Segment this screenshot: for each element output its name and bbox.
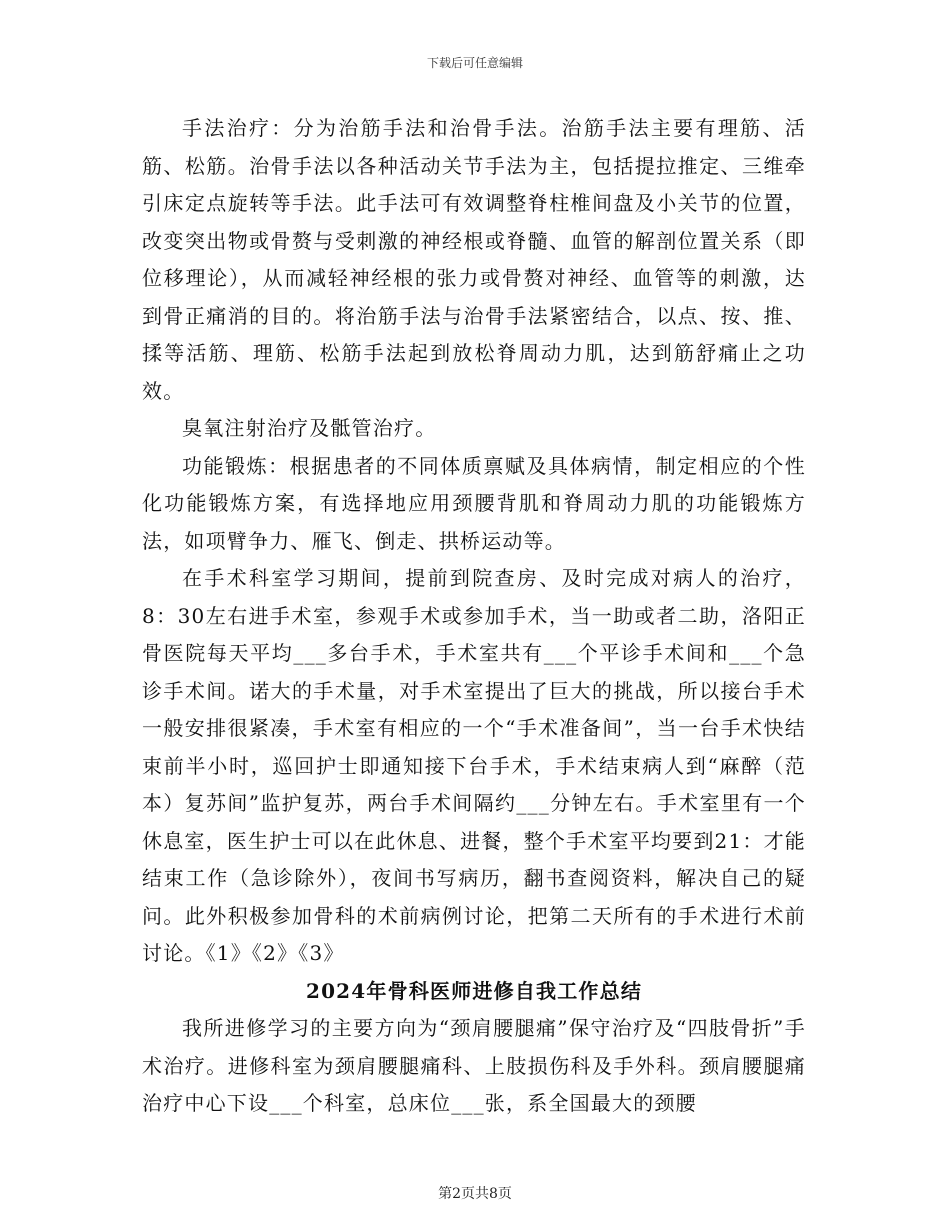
paragraph-study-direction: 我所进修学习的主要方向为“颈肩腰腿痛”保守治疗及“四肢骨折”手术治疗。进修科室为颈肩腰腿痛科、上肢损伤科及手外科。颈肩腰腿痛治疗中心下设___个科室，总床位___张，系全国最大的颈腰 <box>142 1016 806 1115</box>
document-body <box>142 110 806 1123</box>
paragraph-manual-therapy: 手法治疗：分为治筋手法和治骨手法。治筋手法主要有理筋、活筋、松筋。治骨手法以各种活动关节手法为主，包括提拉推定、三维牵引床定点旋转等手法。此手法可有效调整脊柱椎间盘及小关节的位置，改变突出物或骨赘与受刺激的神经根或脊髓、血管的解剖位置关系（即位移理论），从而减轻神经根的张力或骨赘对神经、血管等的刺激，达到骨正痛消的目的。将治筋手法与治骨手法紧密结合，以点、按、推、揉等活筋、理筋、松筋手法起到放松脊周动力肌，达到筋舒痛止之功效。 <box>142 116 806 403</box>
section-title: 2024年骨科医师进修自我工作总结 <box>305 978 643 1003</box>
paragraph-functional-exercise: 功能锻炼：根据患者的不同体质禀赋及具体病情，制定相应的个性化功能锻炼方案，有选择地应用颈腰背肌和脊周动力肌的功能锻炼方法，如项臂争力、雁飞、倒走、拱桥运动等。 <box>142 453 806 553</box>
paragraph-surgery-study: 在手术科室学习期间，提前到院查房、及时完成对病人的治疗，8：30左右进手术室，参观手术或参加手术，当一助或者二助，洛阳正骨医院每天平均___多台手术，手术室共有___个平诊手术间和___个急诊手术间。诺大的手术量，对手术室提出了巨大的挑战，所以接台手术一般安排很紧凑，手术室有相应的一个“手术准备间”，当一台手术快结束前半小时，巡回护士即通知接下台手术，手术结束病人到“麻醉（范本）复苏间”监护复苏，两台手术间隔约___分钟左右。手术室里有一个休息室，医生护士可以在此休息、进餐，整个手术室平均要到21：才能结束工作（急诊除外），夜间书写病历，翻书查阅资料，解决自己的疑问。此外积极参加骨科的术前病例讨论，把第二天所有的手术进行术前讨论。《1》《2》《3》 <box>142 566 806 965</box>
page-header: 下载后可任意编辑 <box>426 56 523 70</box>
paragraph-ozone-therapy: 臭氧注射治疗及骶管治疗。 <box>182 416 437 440</box>
page-number: 第2页共8页 <box>438 1186 512 1202</box>
